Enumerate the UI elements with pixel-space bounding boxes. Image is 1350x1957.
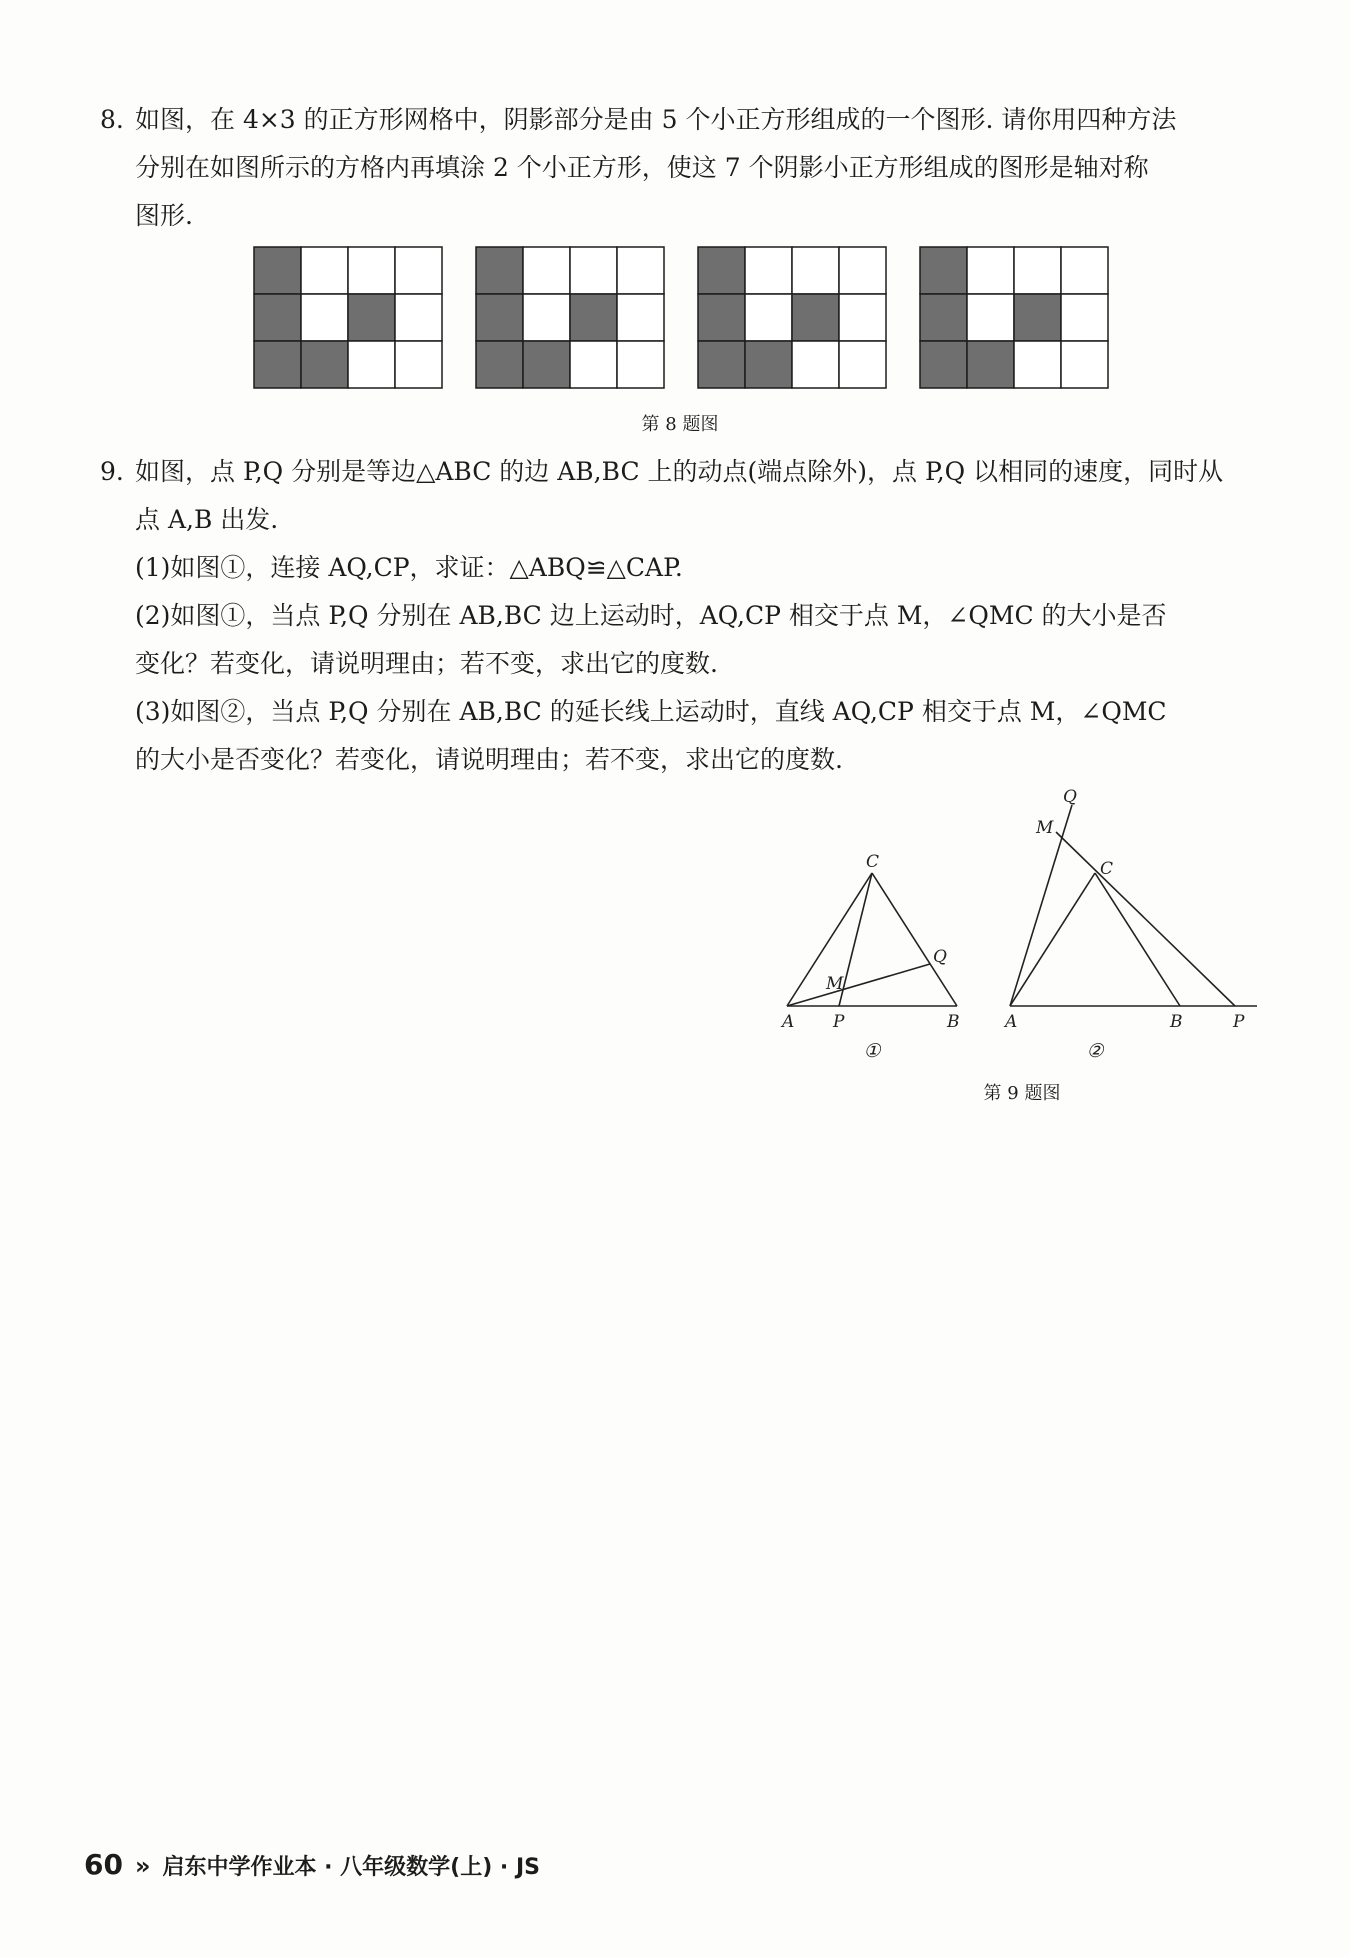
- shaded-cell[interactable]: [698, 341, 745, 388]
- grid-cell[interactable]: [570, 247, 617, 294]
- shaded-cell[interactable]: [698, 294, 745, 341]
- grid-cell[interactable]: [348, 341, 395, 388]
- grid-figure-2[interactable]: [475, 246, 665, 389]
- figure-9: [770, 785, 1270, 1075]
- grid-cell[interactable]: [395, 341, 442, 388]
- grid-cell[interactable]: [1061, 341, 1108, 388]
- label-M: M: [826, 974, 844, 994]
- grid-cell[interactable]: [617, 341, 664, 388]
- shaded-cell[interactable]: [476, 247, 523, 294]
- grid-cell[interactable]: [1061, 294, 1108, 341]
- sub-question-1: (1)如图①，连接 AQ,CP，求证：△ABQ≌△CAP.: [135, 553, 683, 582]
- grid-cell[interactable]: [1014, 247, 1061, 294]
- shaded-cell[interactable]: [570, 294, 617, 341]
- grid-cell[interactable]: [967, 294, 1014, 341]
- figure-9-1: [787, 873, 957, 1006]
- label-B: B: [1170, 1012, 1183, 1032]
- shaded-cell[interactable]: [476, 294, 523, 341]
- label-Q: Q: [1063, 787, 1077, 807]
- shaded-cell[interactable]: [967, 341, 1014, 388]
- grid-cell[interactable]: [301, 294, 348, 341]
- page-number: 60: [84, 1848, 123, 1881]
- grid-cell[interactable]: [745, 247, 792, 294]
- shaded-cell[interactable]: [745, 341, 792, 388]
- shaded-cell[interactable]: [698, 247, 745, 294]
- line-CP: [1056, 832, 1235, 1006]
- problem-9: [100, 448, 1270, 784]
- book-title: 启东中学作业本 · 八年级数学(上) · JS: [162, 1855, 540, 1880]
- grid-cell[interactable]: [617, 294, 664, 341]
- label-C: C: [1100, 859, 1114, 879]
- label-B: B: [947, 1012, 960, 1032]
- shaded-cell[interactable]: [1014, 294, 1061, 341]
- grid-figure-4[interactable]: [919, 246, 1109, 389]
- grid-cell[interactable]: [395, 294, 442, 341]
- label-C: C: [866, 852, 880, 872]
- label-P: P: [833, 1012, 845, 1032]
- shaded-cell[interactable]: [476, 341, 523, 388]
- shaded-cell[interactable]: [254, 341, 301, 388]
- shaded-cell[interactable]: [920, 247, 967, 294]
- segment-BC: [872, 873, 957, 1006]
- sub-question-2-cont: 变化？若变化，请说明理由；若不变，求出它的度数.: [135, 649, 718, 678]
- problem-8: [100, 96, 1270, 240]
- sub-question-3-cont: 的大小是否变化？若变化，请说明理由；若不变，求出它的度数.: [135, 745, 843, 774]
- figure-tag-2: ②: [1086, 1040, 1104, 1062]
- problem-text-line: 图形.: [135, 201, 193, 230]
- shaded-cell[interactable]: [920, 341, 967, 388]
- grid-figure-3[interactable]: [697, 246, 887, 389]
- label-A: A: [782, 1012, 795, 1032]
- grid-cell[interactable]: [839, 294, 886, 341]
- grid-cell[interactable]: [839, 247, 886, 294]
- shaded-cell[interactable]: [254, 247, 301, 294]
- segment-AC: [1010, 873, 1095, 1006]
- problem-text-line: 点 A,B 出发.: [135, 505, 279, 534]
- shaded-cell[interactable]: [523, 341, 570, 388]
- grid-cell[interactable]: [792, 247, 839, 294]
- grid-cell[interactable]: [1061, 247, 1108, 294]
- double-chevron-icon: »: [134, 1852, 151, 1880]
- shaded-cell[interactable]: [301, 341, 348, 388]
- grid-cell[interactable]: [570, 341, 617, 388]
- grid-cell[interactable]: [967, 247, 1014, 294]
- problem-text-line: 如图，在 4×3 的正方形网格中，阴影部分是由 5 个小正方形组成的一个图形. 请你用四种方法: [135, 105, 1177, 134]
- label-Q: Q: [933, 947, 947, 967]
- segment-AQ: [787, 964, 930, 1006]
- sub-question-2: (2)如图①，当点 P,Q 分别在 AB,BC 边上运动时，AQ,CP 相交于点 M，∠QMC 的大小是否: [135, 601, 1167, 630]
- problem-number: 9.: [100, 457, 124, 486]
- problem-number: 8.: [100, 105, 124, 134]
- grid-figure-1[interactable]: [253, 246, 443, 389]
- grid-cell[interactable]: [348, 247, 395, 294]
- grid-cell[interactable]: [839, 341, 886, 388]
- label-M: M: [1036, 818, 1054, 838]
- grid-cell[interactable]: [745, 294, 792, 341]
- grid-cell[interactable]: [617, 247, 664, 294]
- shaded-cell[interactable]: [792, 294, 839, 341]
- shaded-cell[interactable]: [348, 294, 395, 341]
- grid-cell[interactable]: [301, 247, 348, 294]
- label-A: A: [1005, 1012, 1018, 1032]
- figure-9-caption: 第 9 题图: [983, 1083, 1061, 1104]
- label-P: P: [1233, 1012, 1245, 1032]
- shaded-cell[interactable]: [920, 294, 967, 341]
- grid-cell[interactable]: [523, 294, 570, 341]
- figure-8-caption: 第 8 题图: [641, 414, 719, 435]
- grid-cell[interactable]: [1014, 341, 1061, 388]
- figure-tag-1: ①: [863, 1040, 881, 1062]
- sub-question-3: (3)如图②，当点 P,Q 分别在 AB,BC 的延长线上运动时，直线 AQ,CP 相交于点 M，∠QMC: [135, 697, 1167, 726]
- grid-cell[interactable]: [523, 247, 570, 294]
- shaded-cell[interactable]: [254, 294, 301, 341]
- problem-text-line: 分别在如图所示的方格内再填涂 2 个小正方形，使这 7 个阴影小正方形组成的图形是轴对称: [135, 153, 1149, 182]
- problem-text-line: 如图，点 P,Q 分别是等边△ABC 的边 AB,BC 上的动点(端点除外)，点 P,Q 以相同的速度，同时从: [135, 457, 1224, 486]
- grid-cell[interactable]: [792, 341, 839, 388]
- grid-cell[interactable]: [395, 247, 442, 294]
- page-footer: [84, 1848, 540, 1881]
